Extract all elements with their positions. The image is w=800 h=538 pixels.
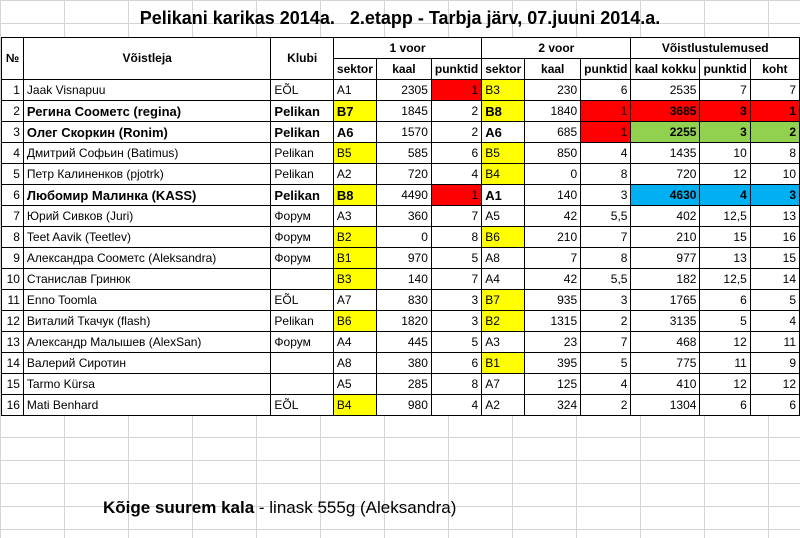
table-row — [2, 248, 800, 269]
header-row-1 — [2, 38, 800, 59]
cell-points-1: 7 — [431, 269, 481, 290]
cell-sector-2: B8 — [482, 101, 525, 122]
cell-weight-1: 0 — [376, 227, 431, 248]
cell-competitor: Станислав Гринюк — [23, 269, 270, 290]
cell-weight-2: 210 — [525, 227, 581, 248]
cell-number: 12 — [2, 311, 24, 332]
cell-competitor: Петр Калиненков (pjotrk) — [23, 164, 270, 185]
cell-sector-2: B2 — [482, 311, 525, 332]
cell-points-1: 2 — [431, 122, 481, 143]
cell-competitor: Александр Малышев (AlexSan) — [23, 332, 270, 353]
cell-total-points: 11 — [700, 353, 750, 374]
cell-points-2: 5,5 — [581, 269, 631, 290]
footer-rest: - linask 555g (Aleksandra) — [254, 498, 457, 517]
cell-total-points: 12 — [700, 164, 750, 185]
cell-points-2: 4 — [581, 374, 631, 395]
cell-points-2: 3 — [581, 290, 631, 311]
cell-total-weight: 468 — [631, 332, 700, 353]
cell-sector-1: B6 — [333, 311, 376, 332]
cell-number: 10 — [2, 269, 24, 290]
table-row — [2, 332, 800, 353]
header-total-points: punktid — [700, 59, 750, 80]
cell-weight-2: 1840 — [525, 101, 581, 122]
cell-number: 11 — [2, 290, 24, 311]
cell-total-points: 12 — [700, 332, 750, 353]
cell-club: Форум — [271, 206, 334, 227]
header-round-2: 2 voor — [482, 38, 631, 59]
cell-club — [271, 269, 334, 290]
cell-place: 2 — [750, 122, 799, 143]
cell-competitor: Валерий Сиротин — [23, 353, 270, 374]
header-round-1: 1 voor — [333, 38, 481, 59]
table-row — [2, 143, 800, 164]
cell-sector-1: A3 — [333, 206, 376, 227]
cell-sector-2: A2 — [482, 395, 525, 416]
cell-weight-2: 42 — [525, 206, 581, 227]
cell-weight-2: 685 — [525, 122, 581, 143]
table-row — [2, 290, 800, 311]
cell-competitor: Tarmo Kürsa — [23, 374, 270, 395]
header-results: Võistlustulemused — [631, 38, 800, 59]
cell-total-weight: 182 — [631, 269, 700, 290]
table-row — [2, 395, 800, 416]
cell-place: 11 — [750, 332, 799, 353]
cell-points-2: 2 — [581, 395, 631, 416]
cell-competitor: Дмитрий Софьин (Batimus) — [23, 143, 270, 164]
cell-weight-1: 970 — [376, 248, 431, 269]
cell-points-1: 4 — [431, 395, 481, 416]
cell-points-2: 4 — [581, 143, 631, 164]
cell-points-1: 5 — [431, 332, 481, 353]
table-row — [2, 122, 800, 143]
cell-total-points: 6 — [700, 395, 750, 416]
cell-place: 12 — [750, 374, 799, 395]
cell-weight-2: 125 — [525, 374, 581, 395]
cell-total-weight: 3685 — [631, 101, 700, 122]
cell-number: 4 — [2, 143, 24, 164]
cell-points-2: 5 — [581, 353, 631, 374]
cell-place: 14 — [750, 269, 799, 290]
cell-points-2: 8 — [581, 164, 631, 185]
cell-points-1: 8 — [431, 227, 481, 248]
cell-total-weight: 410 — [631, 374, 700, 395]
cell-place: 3 — [750, 185, 799, 206]
cell-total-points: 5 — [700, 311, 750, 332]
cell-sector-1: B8 — [333, 185, 376, 206]
cell-club — [271, 374, 334, 395]
header-club: Klubi — [271, 38, 334, 80]
header-number: № — [2, 38, 24, 80]
cell-total-weight: 402 — [631, 206, 700, 227]
cell-weight-2: 230 — [525, 80, 581, 101]
cell-sector-1: B4 — [333, 395, 376, 416]
cell-number: 15 — [2, 374, 24, 395]
table-row — [2, 269, 800, 290]
cell-competitor: Teet Aavik (Teetlev) — [23, 227, 270, 248]
cell-weight-1: 980 — [376, 395, 431, 416]
cell-sector-2: A3 — [482, 332, 525, 353]
cell-sector-1: A2 — [333, 164, 376, 185]
cell-total-points: 12,5 — [700, 206, 750, 227]
cell-place: 10 — [750, 164, 799, 185]
cell-number: 2 — [2, 101, 24, 122]
cell-total-weight: 1435 — [631, 143, 700, 164]
cell-total-points: 7 — [700, 80, 750, 101]
cell-total-weight: 2255 — [631, 122, 700, 143]
header-competitor: Võistleja — [23, 38, 270, 80]
cell-number: 8 — [2, 227, 24, 248]
cell-total-points: 3 — [700, 122, 750, 143]
cell-total-points: 10 — [700, 143, 750, 164]
header-place: koht — [750, 59, 799, 80]
cell-weight-1: 830 — [376, 290, 431, 311]
header-weight-1: kaal — [376, 59, 431, 80]
cell-competitor: Mati Benhard — [23, 395, 270, 416]
footer-bold: Kõige suurem kala — [103, 498, 255, 517]
cell-points-1: 3 — [431, 311, 481, 332]
cell-sector-2: B6 — [482, 227, 525, 248]
cell-weight-2: 850 — [525, 143, 581, 164]
cell-sector-1: B1 — [333, 248, 376, 269]
cell-weight-2: 7 — [525, 248, 581, 269]
cell-points-2: 1 — [581, 101, 631, 122]
header-total-weight: kaal kokku — [631, 59, 700, 80]
cell-place: 4 — [750, 311, 799, 332]
cell-competitor: Александра Соометс (Aleksandra) — [23, 248, 270, 269]
cell-club: Pelikan — [271, 311, 334, 332]
cell-club: EÕL — [271, 80, 334, 101]
cell-sector-1: A7 — [333, 290, 376, 311]
cell-sector-2: B5 — [482, 143, 525, 164]
cell-club: Pelikan — [271, 164, 334, 185]
table-row — [2, 164, 800, 185]
table-row — [2, 374, 800, 395]
cell-total-weight: 210 — [631, 227, 700, 248]
cell-sector-2: A5 — [482, 206, 525, 227]
cell-points-2: 5,5 — [581, 206, 631, 227]
cell-sector-1: B3 — [333, 269, 376, 290]
cell-sector-2: A8 — [482, 248, 525, 269]
cell-number: 5 — [2, 164, 24, 185]
cell-weight-2: 23 — [525, 332, 581, 353]
cell-sector-2: B7 — [482, 290, 525, 311]
header-points-2: punktid — [581, 59, 631, 80]
cell-sector-1: B2 — [333, 227, 376, 248]
cell-points-1: 6 — [431, 353, 481, 374]
cell-place: 6 — [750, 395, 799, 416]
cell-points-1: 2 — [431, 101, 481, 122]
table-row — [2, 206, 800, 227]
cell-points-1: 4 — [431, 164, 481, 185]
cell-sector-1: A8 — [333, 353, 376, 374]
cell-number: 9 — [2, 248, 24, 269]
cell-competitor: Юрий Сивков (Juri) — [23, 206, 270, 227]
cell-place: 13 — [750, 206, 799, 227]
cell-weight-2: 140 — [525, 185, 581, 206]
cell-total-points: 3 — [700, 101, 750, 122]
cell-weight-1: 360 — [376, 206, 431, 227]
cell-weight-1: 380 — [376, 353, 431, 374]
cell-sector-2: A7 — [482, 374, 525, 395]
cell-points-2: 7 — [581, 332, 631, 353]
cell-sector-2: A1 — [482, 185, 525, 206]
cell-weight-1: 720 — [376, 164, 431, 185]
table-row — [2, 80, 800, 101]
cell-sector-2: B4 — [482, 164, 525, 185]
cell-points-2: 1 — [581, 122, 631, 143]
cell-total-weight: 1304 — [631, 395, 700, 416]
cell-competitor: Виталий Ткачук (flash) — [23, 311, 270, 332]
cell-place: 15 — [750, 248, 799, 269]
cell-sector-1: B5 — [333, 143, 376, 164]
cell-club: EÕL — [271, 290, 334, 311]
cell-weight-2: 42 — [525, 269, 581, 290]
footer-note — [103, 498, 456, 518]
cell-weight-1: 1820 — [376, 311, 431, 332]
cell-place: 1 — [750, 101, 799, 122]
cell-sector-1: A6 — [333, 122, 376, 143]
cell-weight-1: 1845 — [376, 101, 431, 122]
cell-total-weight: 775 — [631, 353, 700, 374]
cell-club: Pelikan — [271, 101, 334, 122]
cell-total-weight: 1765 — [631, 290, 700, 311]
cell-total-points: 13 — [700, 248, 750, 269]
table-row — [2, 227, 800, 248]
cell-points-1: 5 — [431, 248, 481, 269]
header-sector-2: sektor — [482, 59, 525, 80]
cell-total-weight: 2535 — [631, 80, 700, 101]
cell-weight-1: 285 — [376, 374, 431, 395]
cell-club: EÕL — [271, 395, 334, 416]
cell-sector-1: A4 — [333, 332, 376, 353]
cell-total-weight: 977 — [631, 248, 700, 269]
cell-weight-2: 1315 — [525, 311, 581, 332]
cell-number: 6 — [2, 185, 24, 206]
cell-points-1: 1 — [431, 185, 481, 206]
cell-number: 3 — [2, 122, 24, 143]
cell-total-points: 4 — [700, 185, 750, 206]
cell-weight-2: 935 — [525, 290, 581, 311]
cell-number: 16 — [2, 395, 24, 416]
cell-weight-2: 324 — [525, 395, 581, 416]
cell-competitor: Регина Соометс (regina) — [23, 101, 270, 122]
cell-place: 9 — [750, 353, 799, 374]
header-sector-1: sektor — [333, 59, 376, 80]
cell-sector-1: A1 — [333, 80, 376, 101]
cell-competitor: Jaak Visnapuu — [23, 80, 270, 101]
cell-total-points: 15 — [700, 227, 750, 248]
table-row — [2, 353, 800, 374]
cell-weight-2: 0 — [525, 164, 581, 185]
cell-club: Pelikan — [271, 185, 334, 206]
cell-points-1: 3 — [431, 290, 481, 311]
cell-points-2: 8 — [581, 248, 631, 269]
table-row — [2, 311, 800, 332]
cell-points-2: 2 — [581, 311, 631, 332]
page-title: Pelikani karikas 2014a. 2.etapp - Tarbja järv, 07.juuni 2014.a. — [139, 8, 661, 28]
cell-points-1: 6 — [431, 143, 481, 164]
cell-points-1: 1 — [431, 80, 481, 101]
cell-club: Форум — [271, 248, 334, 269]
cell-points-2: 3 — [581, 185, 631, 206]
cell-sector-2: A6 — [482, 122, 525, 143]
cell-total-weight: 4630 — [631, 185, 700, 206]
cell-place: 8 — [750, 143, 799, 164]
results-table — [1, 37, 800, 416]
cell-points-1: 8 — [431, 374, 481, 395]
cell-number: 1 — [2, 80, 24, 101]
cell-club: Pelikan — [271, 122, 334, 143]
cell-number: 7 — [2, 206, 24, 227]
cell-total-points: 12,5 — [700, 269, 750, 290]
cell-weight-1: 140 — [376, 269, 431, 290]
cell-place: 7 — [750, 80, 799, 101]
table-row — [2, 185, 800, 206]
cell-weight-1: 445 — [376, 332, 431, 353]
results-body — [2, 80, 800, 416]
cell-sector-1: B7 — [333, 101, 376, 122]
cell-sector-2: B1 — [482, 353, 525, 374]
cell-total-weight: 720 — [631, 164, 700, 185]
cell-club: Pelikan — [271, 143, 334, 164]
header-points-1: punktid — [431, 59, 481, 80]
cell-sector-1: A5 — [333, 374, 376, 395]
cell-points-2: 7 — [581, 227, 631, 248]
cell-weight-1: 1570 — [376, 122, 431, 143]
cell-total-weight: 3135 — [631, 311, 700, 332]
cell-weight-1: 2305 — [376, 80, 431, 101]
cell-competitor: Олег Скоркин (Ronim) — [23, 122, 270, 143]
cell-number: 14 — [2, 353, 24, 374]
cell-club — [271, 353, 334, 374]
cell-club: Форум — [271, 332, 334, 353]
cell-points-1: 7 — [431, 206, 481, 227]
cell-sector-2: A4 — [482, 269, 525, 290]
cell-competitor: Enno Toomla — [23, 290, 270, 311]
cell-total-points: 12 — [700, 374, 750, 395]
cell-weight-1: 4490 — [376, 185, 431, 206]
table-row — [2, 101, 800, 122]
cell-sector-2: B3 — [482, 80, 525, 101]
cell-number: 13 — [2, 332, 24, 353]
cell-competitor: Любомир Малинка (KASS) — [23, 185, 270, 206]
cell-place: 16 — [750, 227, 799, 248]
cell-place: 5 — [750, 290, 799, 311]
cell-club: Форум — [271, 227, 334, 248]
header-weight-2: kaal — [525, 59, 581, 80]
cell-total-points: 6 — [700, 290, 750, 311]
cell-weight-1: 585 — [376, 143, 431, 164]
cell-points-2: 6 — [581, 80, 631, 101]
cell-weight-2: 395 — [525, 353, 581, 374]
